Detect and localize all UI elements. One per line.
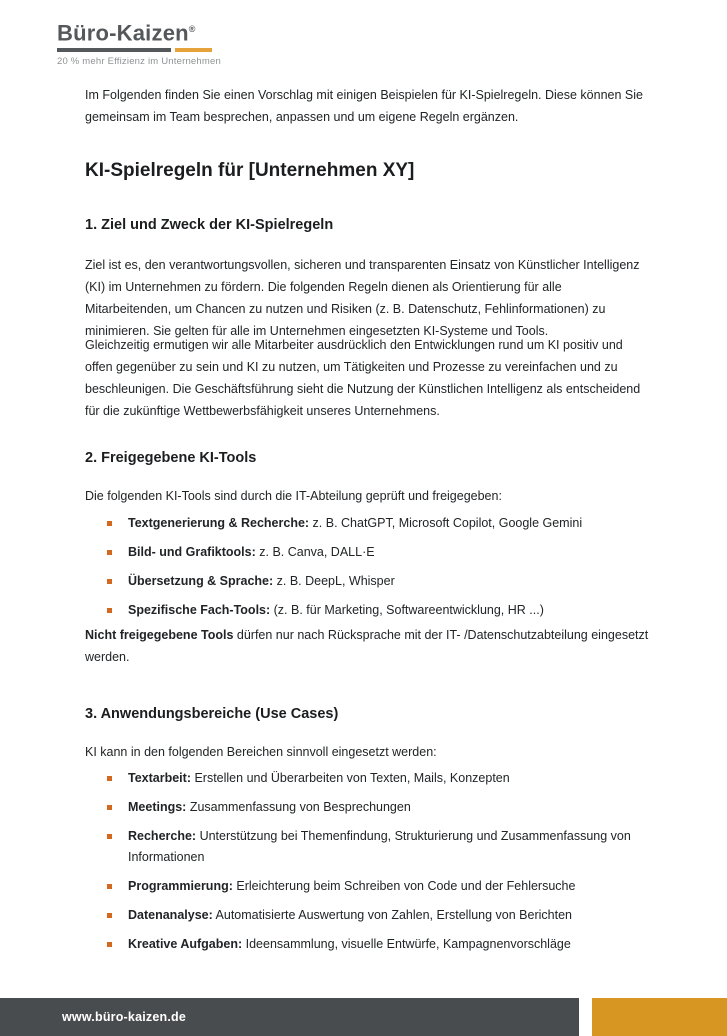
registered-trademark-icon: ® xyxy=(188,24,196,34)
section-3-intro: KI kann in den folgenden Bereichen sinnvoll eingesetzt werden: xyxy=(85,745,437,759)
bullet-square-icon xyxy=(107,579,112,584)
intro-paragraph: Im Folgenden finden Sie einen Vorschlag mit einigen Beispielen für KI-Spielregeln. Diese können Sie gemeinsam im Team besprechen, anpassen und um eigene Regeln ergänzen. xyxy=(85,88,643,124)
list-item xyxy=(85,876,650,897)
list-item-text: Ideensammlung, visuelle Entwürfe, Kampagnenvorschläge xyxy=(242,937,571,951)
buero-kaizen-logo xyxy=(57,16,221,67)
list-item-label: Programmierung: xyxy=(128,879,233,893)
note-rest-text: dürfen nur nach Rücksprache mit der IT- /Datenschutzabteilung eingesetzt werden. xyxy=(85,628,649,664)
bullet-square-icon xyxy=(107,942,112,947)
logo-underline-dark-segment xyxy=(57,48,171,52)
bullet-square-icon xyxy=(107,884,112,889)
list-item-text: z. B. Canva, DALL·E xyxy=(255,545,375,559)
list-item-text: Erleichterung beim Schreiben von Code und der Fehlersuche xyxy=(232,879,576,893)
list-item xyxy=(85,905,650,926)
list-item-label: Übersetzung & Sprache: xyxy=(128,574,274,588)
section-1-paragraph-1: Ziel ist es, den verantwortungsvollen, sicheren und transparenten Einsatz von Künstlicher Intelligenz (KI) im Unternehmen zu fördern. Die folgenden Regeln dienen als Orientierung für alle Mitarbeitenden, um Chancen zu nutzen und Risiken (z. B. Datenschutz, Fehlinformationen) zu minimieren. Sie gelten für alle im Unternehmen eingesetzten KI-Systeme und Tools. xyxy=(85,258,640,338)
list-item-text: z. B. DeepL, Whisper xyxy=(273,574,395,588)
list-item-label: Recherche: xyxy=(128,829,197,843)
bullet-square-icon xyxy=(107,608,112,613)
page-title: KI-Spielregeln für [Unternehmen XY] xyxy=(85,160,415,181)
list-item-text: z. B. ChatGPT, Microsoft Copilot, Google Gemini xyxy=(309,516,583,530)
list-item xyxy=(85,542,650,563)
section-2-heading: 2. Freigegebene KI-Tools xyxy=(85,450,257,466)
list-item-label: Textgenerierung & Recherche: xyxy=(128,516,310,530)
list-item xyxy=(85,934,650,955)
footer-bar xyxy=(0,998,579,1036)
list-item-text: Automatisierte Auswertung von Zahlen, Erstellung von Berichten xyxy=(212,908,572,922)
use-cases-list xyxy=(85,768,650,963)
list-item xyxy=(85,768,650,789)
footer-orange-block xyxy=(592,998,727,1036)
approved-tools-list xyxy=(85,513,650,629)
logo-brand-name: Büro-Kaizen xyxy=(57,20,189,46)
list-item-label: Spezifische Fach-Tools: xyxy=(128,603,271,617)
note-bold-lead: Nicht freigegebene Tools xyxy=(85,628,234,642)
list-item xyxy=(85,571,650,592)
logo-underline xyxy=(57,48,212,52)
section-1-heading: 1. Ziel und Zweck der KI-Spielregeln xyxy=(85,217,334,233)
list-item-label: Meetings: xyxy=(128,800,187,814)
not-approved-note xyxy=(85,624,650,668)
list-item-label: Datenanalyse: xyxy=(128,908,213,922)
list-item xyxy=(85,826,650,868)
logo-brand-text xyxy=(57,16,221,46)
bullet-square-icon xyxy=(107,550,112,555)
footer-website-url: www.büro-kaizen.de xyxy=(62,1010,186,1024)
bullet-square-icon xyxy=(107,834,112,839)
bullet-square-icon xyxy=(107,776,112,781)
bullet-square-icon xyxy=(107,805,112,810)
section-1-paragraph-2: Gleichzeitig ermutigen wir alle Mitarbeiter ausdrücklich den Entwicklungen rund um KI positiv und offen gegenüber zu sein und KI zu nutzen, um Tätigkeiten und Prozesse zu vereinfachen und zu beschleunigen. Die Geschäftsführung sieht die Nutzung der Künstlichen Intelligenz als entscheidend für die zukünftige Wettbewerbsfähigkeit unseres Unternehmens. xyxy=(85,338,641,418)
list-item xyxy=(85,600,650,621)
list-item-text: Unterstützung bei Themenfindung, Strukturierung und Zusammenfassung von Informationen xyxy=(128,829,631,864)
list-item-label: Bild- und Grafiktools: xyxy=(128,545,256,559)
list-item xyxy=(85,797,650,818)
list-item-text: Zusammenfassung von Besprechungen xyxy=(186,800,411,814)
list-item-label: Kreative Aufgaben: xyxy=(128,937,243,951)
bullet-square-icon xyxy=(107,521,112,526)
section-3-heading: 3. Anwendungsbereiche (Use Cases) xyxy=(85,706,339,722)
bullet-square-icon xyxy=(107,913,112,918)
list-item-text: (z. B. für Marketing, Softwareentwicklung, HR ...) xyxy=(270,603,544,617)
logo-tagline: 20 % mehr Effizienz im Unternehmen xyxy=(57,56,221,68)
section-2-intro: Die folgenden KI-Tools sind durch die IT-Abteilung geprüft und freigegeben: xyxy=(85,489,502,503)
list-item-text: Erstellen und Überarbeiten von Texten, Mails, Konzepten xyxy=(190,771,510,785)
logo-underline-orange-segment xyxy=(175,48,212,52)
list-item-label: Textarbeit: xyxy=(128,771,191,785)
list-item xyxy=(85,513,650,534)
